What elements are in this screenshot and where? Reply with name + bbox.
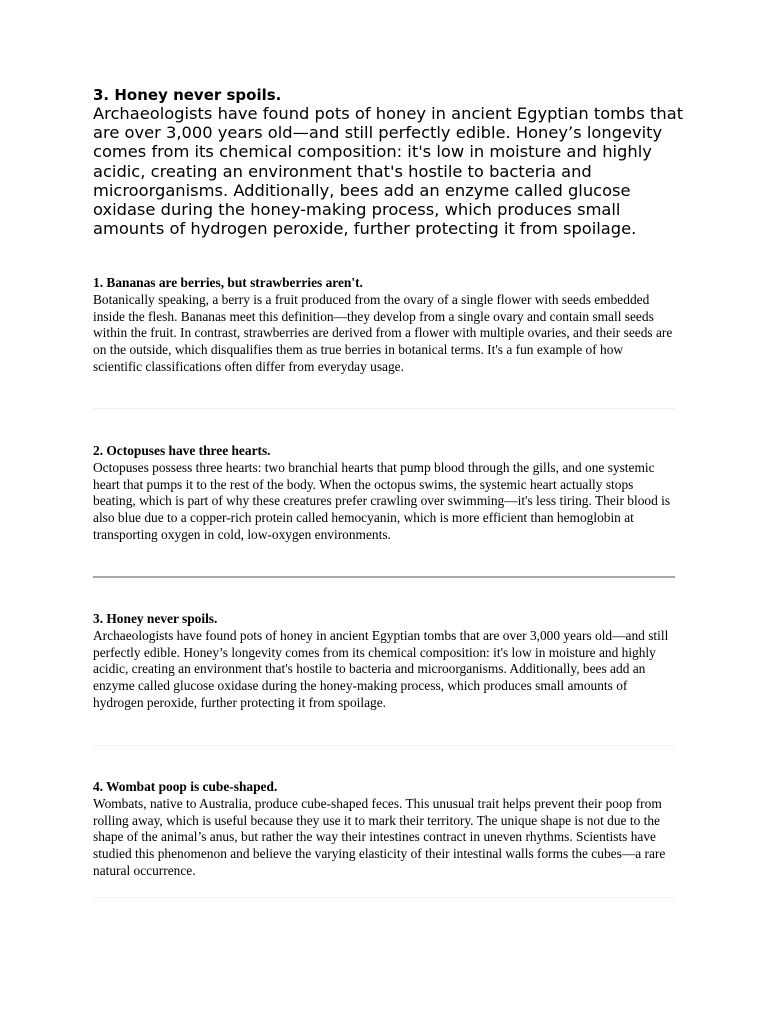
section-divider xyxy=(93,897,675,898)
lead-section xyxy=(93,87,693,238)
section-divider xyxy=(93,408,675,409)
fact-section-bananas xyxy=(93,275,675,376)
section-divider xyxy=(93,745,675,746)
fact-body: Botanically speaking, a berry is a fruit produced from the ovary of a single flower with seeds embedded inside the flesh. Bananas meet this definition—they develop from a single ovary and contain small seeds within the fruit. In contrast, strawberries are derived from a flower with multiple ovaries, and their seeds are on the outside, which disqualifies them as true berries in botanical terms. It's a fun example of how scientific classifications often differ from everyday usage. xyxy=(93,291,673,374)
fact-title: 1. Bananas are berries, but strawberries aren't. xyxy=(93,275,363,290)
fact-section-octopuses xyxy=(93,443,675,544)
fact-title: 3. Honey never spoils. xyxy=(93,611,218,626)
lead-title: 3. Honey never spoils. xyxy=(93,86,282,104)
fact-body: Wombats, native to Australia, produce cube-shaped feces. This unusual trait helps prevent their poop from rolling away, which is useful because they use it to mark their territory. The unique shape is not due to the shape of the animal’s anus, but rather the way their intestines contract in uneven rhythms. Scientists have studied this phenomenon and believe the varying elasticity of their intestinal walls forms the cubes—a rare natural occurrence. xyxy=(93,795,666,878)
fact-section-wombat xyxy=(93,779,675,880)
lead-body: Archaeologists have found pots of honey in ancient Egyptian tombs that are over 3,000 years old—and still perfectly edible. Honey’s longevity comes from its chemical composition: it's low in moisture and highly acidic, creating an environment that's hostile to bacteria and microorganisms. Additionally, bees add an enzyme called glucose oxidase during the honey-making process, which produces small amounts of hydrogen peroxide, further protecting it from spoilage. xyxy=(93,104,684,239)
fact-body: Archaeologists have found pots of honey in ancient Egyptian tombs that are over 3,000 years old—and still perfectly edible. Honey’s longevity comes from its chemical composition: it's low in moisture and highly acidic, creating an environment that's hostile to bacteria and microorganisms. Additionally, bees add an enzyme called glucose oxidase during the honey-making process, which produces small amounts of hydrogen peroxide, further protecting it from spoilage. xyxy=(93,627,669,710)
fact-title: 2. Octopuses have three hearts. xyxy=(93,443,271,458)
fact-title: 4. Wombat poop is cube-shaped. xyxy=(93,779,278,794)
section-divider-thick xyxy=(93,576,675,578)
fact-body: Octopuses possess three hearts: two branchial hearts that pump blood through the gills, and one systemic heart that pumps it to the rest of the body. When the octopus swims, the systemic heart actually stops beating, which is part of why these creatures prefer crawling over swimming—it's less tiring. Their blood is also blue due to a copper-rich protein called hemocyanin, which is more efficient than hemoglobin at transporting oxygen in cold, low-oxygen environments. xyxy=(93,459,671,542)
fact-section-honey xyxy=(93,611,675,712)
